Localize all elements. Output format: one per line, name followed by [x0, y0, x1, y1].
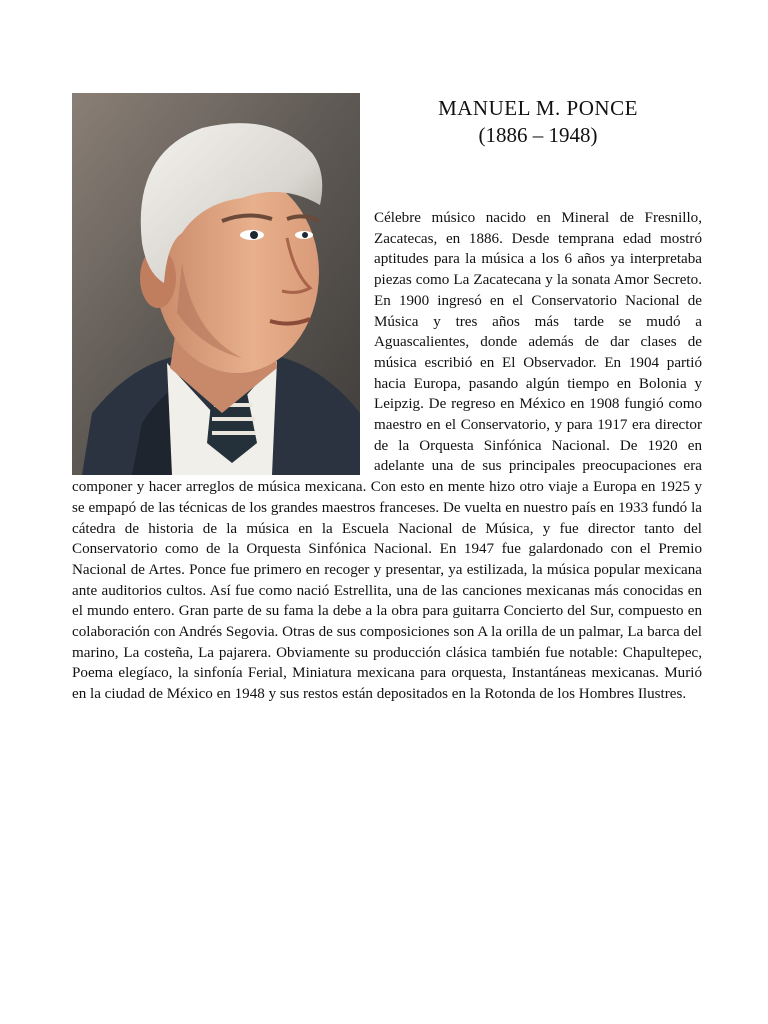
biography-text: Célebre músico nacido en Mineral de Fresnillo, Zacatecas, en 1886. Desde temprana edad mostró aptitudes para la música a los 6 años ya interpretaba piezas como La Zacatecana y la sonata Amor Secreto. En 1900 ingresó en el Conservatorio Nacional de Música y tres años más tarde se mudó a Aguascalientes, donde además de dar clases de música escribió en El Observador. En 1904 partió hacia Europa, pasando algún tiempo en Bolonia y Leipzig. De regreso en México en 1908 fungió como maestro en el Conservatorio, y para 1917 era director de la Orquesta Sinfónica Nacional. De 1920 en adelante una de sus principales preocupaciones era componer y hacer arreglos de música mexicana. Con esto en mente hizo otro viaje a Europa en 1925 y se empapó de las técnicas de los grandes maestros franceses. De vuelta en nuestro país en 1933 fundó la cátedra de historia de la música en la Escuela Nacional de Música, y fue director tanto del Conservatorio como de la Orquesta Sinfónica Nacional. En 1947 fue galardonado con el Premio Nacional de Artes. Ponce fue primero en recoger y presentar, ya estilizada, la música popular mexicana ante auditorios cultos. Así fue como nació Estrellita, una de las canciones mexicanas más conocidas en el mundo entero. Gran parte de su fama la debe a la obra para guitarra Concierto del Sur, compuesto en colaboración con Andrés Segovia. Otras de sus composiciones son A la orilla de un palmar, La barca del marino, La costeña, La pajarera. Obviamente su producción clásica también fue notable: Chapultepec, Poema elegíaco, la sinfonía Ferial, Miniatura mexicana para orquesta, Instantáneas mexicanas. Murió en la ciudad de México en 1948 y sus restos están depositados en la Rotonda de los Hombres Ilustres. — [72, 210, 702, 703]
document-title: MANUEL M. PONCE — [438, 96, 638, 120]
document-page — [72, 93, 702, 705]
portrait-image — [72, 93, 360, 475]
document-dates: (1886 – 1948) — [478, 123, 598, 147]
